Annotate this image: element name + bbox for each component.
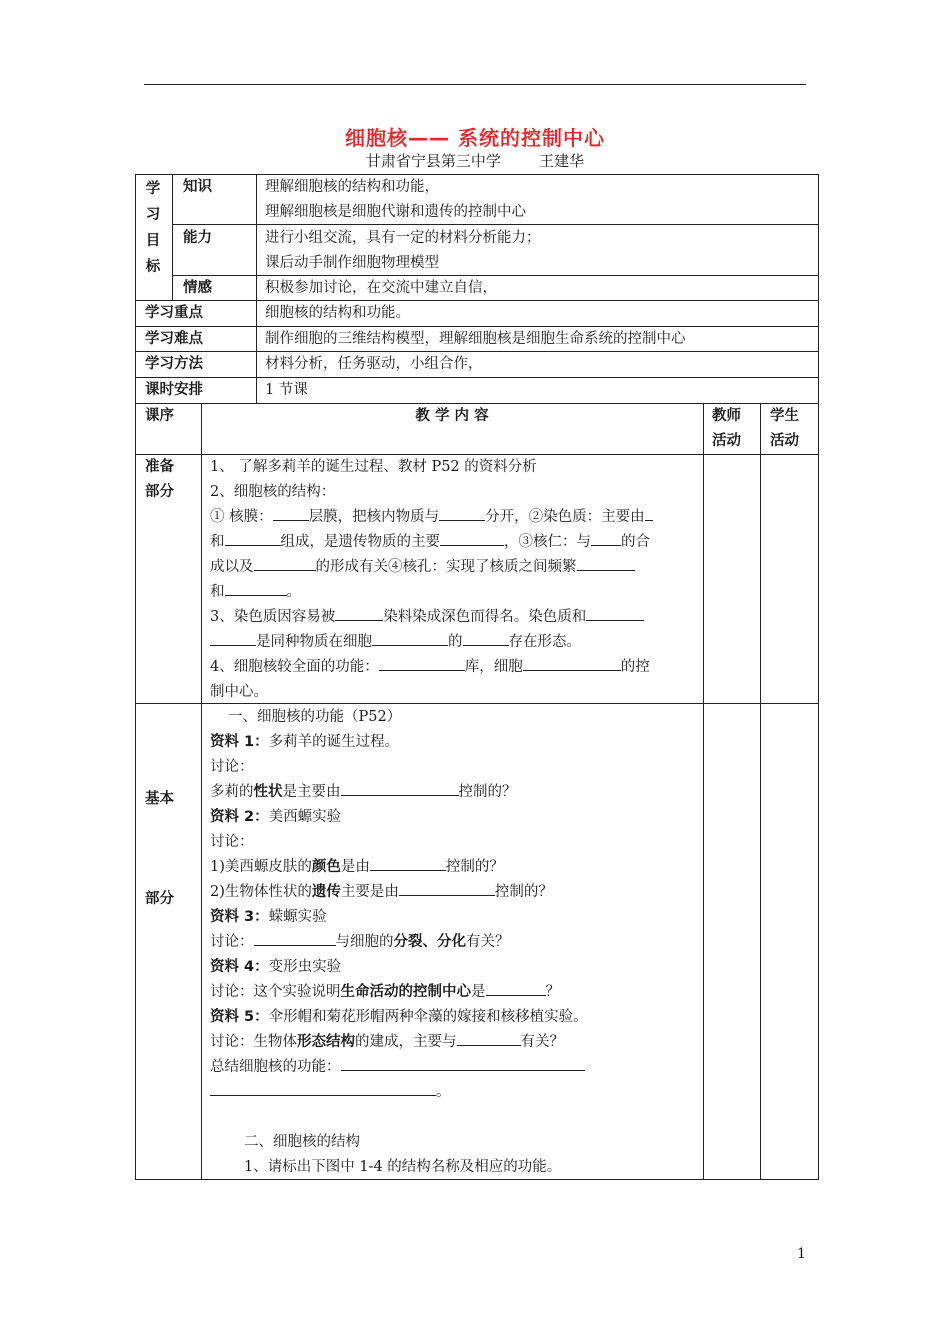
discussion-label: 讨论： [210,759,254,775]
question-line: 1)美西螈皮肤的颜色是由 控制的？ [210,855,588,880]
emotion-line-1: 积极参加讨论，在交流中建立自信， [265,280,497,296]
fill-blank[interactable] [591,531,621,546]
fill-blank[interactable] [225,531,281,546]
ability-label: 能力 [183,230,212,246]
table-border-top [135,174,819,175]
question-line: 讨论：生物体形态结构的建成，主要与 有关？ [210,1030,588,1055]
basic-content [210,705,588,1180]
fill-blank[interactable] [335,606,383,621]
rule [201,403,202,1180]
ability-line-2: 课后动手制作细胞物理模型 [265,255,439,271]
material-line: 资料 4：变形虫实验 [210,959,342,975]
fill-blank[interactable] [486,981,546,996]
knowledge-line-2: 理解细胞核是细胞代谢和遗传的控制中心 [265,204,526,220]
teacher-header-1: 教师 [712,408,741,424]
method-value: 材料分析，任务驱动，小组合作， [265,356,483,372]
fill-blank[interactable] [379,656,465,671]
rule [703,403,704,1180]
prep-line: 4、细胞核较全面的功能： 库，细胞 的控 [210,655,653,680]
section-heading: 二、细胞核的结构 [244,1134,360,1150]
fill-blank[interactable] [341,1056,585,1071]
basic-label-2: 部分 [145,891,174,907]
summary-line: 总结细胞核的功能： [210,1055,588,1080]
knowledge-line-1: 理解细胞核的结构和功能， [265,179,439,195]
focus-label: 学习重点 [145,305,203,321]
method-label: 学习方法 [145,356,203,372]
summary-line: 。 [210,1080,588,1105]
fill-blank[interactable] [225,581,287,596]
material-line: 资料 1：多莉羊的诞生过程。 [210,734,400,750]
rule [256,174,257,403]
schedule-value: 1 节课 [265,382,308,398]
prep-line: 1、 了解多莉羊的诞生过程、教材 P52 的资料分析 [210,459,537,475]
table-border-left [135,174,136,1180]
content-header: 教 学 内 容 [415,408,489,424]
student-header-2: 活动 [770,433,799,449]
focus-value: 细胞核的结构和功能。 [265,305,410,321]
fill-blank[interactable] [463,631,509,646]
fill-blank[interactable] [254,556,316,571]
difficulty-value: 制作细胞的三维结构模型，理解细胞核是细胞生命系统的控制中心 [265,331,686,347]
material-line: 资料 2：美西螈实验 [210,809,342,825]
question-line: 多莉的性状是主要由 控制的？ [210,780,588,805]
knowledge-label: 知识 [183,179,212,195]
student-header-1: 学生 [770,408,799,424]
prep-line: 成以及 的形成有关④核孔：实现了核质之间频繁 [210,555,653,580]
fill-blank[interactable] [273,506,309,521]
prep-line: 制中心。 [210,684,268,700]
question-line: 讨论： 与细胞的分裂、分化有关？ [210,930,588,955]
prep-label-2: 部分 [145,484,174,500]
rule [135,377,819,378]
fill-blank[interactable] [254,931,336,946]
fill-blank[interactable] [440,531,504,546]
section-heading: 一、细胞核的功能（P52） [228,709,402,725]
top-rule [144,84,806,85]
rule [172,174,173,300]
basic-label-1: 基本 [145,791,174,807]
fill-blank[interactable] [399,881,495,896]
fill-blank[interactable] [523,656,621,671]
fill-blank[interactable] [370,856,446,871]
fill-blank[interactable] [341,781,459,796]
fill-blank[interactable] [586,606,644,621]
emotion-label: 情感 [183,280,212,296]
spacer [210,1105,588,1130]
ability-line-1: 进行小组交流，具有一定的材料分析能力； [265,230,541,246]
fill-blank[interactable] [439,506,485,521]
difficulty-label: 学习难点 [145,331,203,347]
question-line: 讨论：这个实验说明生命活动的控制中心是 ？ [210,980,588,1005]
lesson-plan-table [135,174,819,1179]
fill-blank[interactable] [210,1081,436,1096]
rule [760,403,761,1180]
material-line: 资料 3：蝾螈实验 [210,909,327,925]
question-line: 2)生物体性状的遗传主要是由 控制的？ [210,880,588,905]
question-line: 1、请标出下图中 1-4 的结构名称及相应的功能。 [244,1159,562,1175]
objectives-label: 学 习 目 标 [145,181,161,275]
prep-content [210,455,653,705]
page-number: 1 [797,1246,806,1262]
prep-line: ① 核膜： 层膜，把核内物质与 分开，②染色质：主要由 [210,505,653,530]
prep-line: 3、染色质因容易被 染料染成深色而得名。染色质和 [210,605,653,630]
document-title: 细胞核—— 系统的控制中心 [345,126,605,150]
material-line: 资料 5：伞形帽和菊花形帽两种伞藻的嫁接和核移植实验。 [210,1009,588,1025]
prep-line: 2、细胞核的结构： [210,484,336,500]
order-header: 课序 [145,408,174,424]
prep-line: 和 。 [210,580,653,605]
prep-line: 是同种物质在细胞 的 存在形态。 [210,630,653,655]
fill-blank[interactable] [372,631,448,646]
prep-line: 和 组成，是遗传物质的主要 ，③核仁：与 的合 [210,530,653,555]
schedule-label: 课时安排 [145,382,203,398]
discussion-label: 讨论： [210,834,254,850]
teacher-header-2: 活动 [712,433,741,449]
fill-blank[interactable] [457,1031,521,1046]
document-subtitle: 甘肃省宁县第三中学 王建华 [365,152,585,170]
table-border-right [818,174,819,1180]
fill-blank[interactable] [577,556,635,571]
fill-blank[interactable] [645,506,653,521]
fill-blank[interactable] [210,631,256,646]
prep-label-1: 准备 [145,459,174,475]
